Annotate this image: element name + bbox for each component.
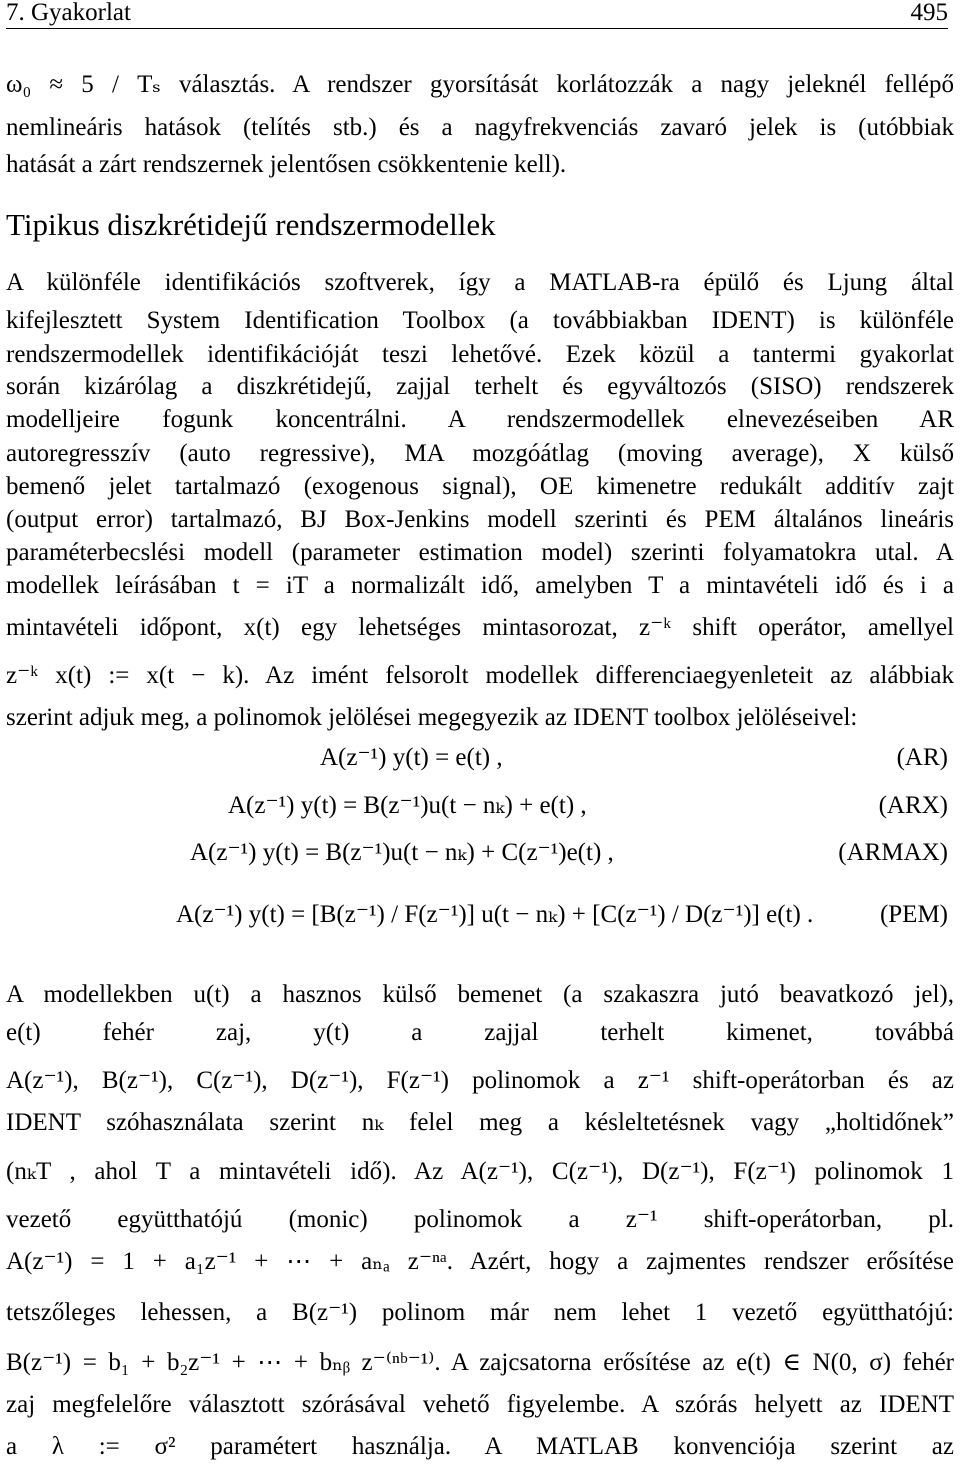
equation-arx: A(z⁻¹) y(t) = B(z⁻¹)u(t − nₖ) + e(t) , (228, 792, 587, 819)
body-line-4: során kizárólag a diszkrétidejű, zajjal terhelt és egyváltozós (SISO) rendszerek (6, 373, 954, 400)
equation-label-ar: (AR) (896, 744, 948, 771)
after-line-2: e(t) fehér zaj, y(t) a zajjal terhelt kimenet, továbbá (6, 1019, 954, 1046)
after-line-7: A(z⁻¹) = 1 + a₁z⁻¹ + ⋯ + aₙₐ z⁻ⁿᵃ. Azért, hogy a zajmentes rendszer erősítése (6, 1248, 954, 1275)
body-line-3: rendszermodellek identifikációját teszi lehetővé. Ezek közül a tantermi gyakorlat (6, 341, 954, 368)
body-line-5: modelljeire fogunk koncentrálni. A rendszermodellek elnevezéseiben AR (6, 406, 954, 433)
page-number: 495 (910, 0, 948, 26)
body-line-1: A különféle identifikációs szoftverek, így a MATLAB-ra épülő és Ljung által (6, 269, 954, 296)
body-line-9: paraméterbecslési modell (parameter estimation model) szerinti folyamatokra utal. A (6, 539, 954, 566)
body-line-13: szerint adjuk meg, a polinomok jelölései megegyezik az IDENT toolbox jelöléseivel: (6, 704, 858, 731)
after-line-4: IDENT szóhasználata szerint nₖ felel meg a késleltetésnek vagy „holtidőnek” (6, 1109, 954, 1136)
running-header (6, 0, 948, 29)
after-line-1: A modellekben u(t) a hasznos külső bemenet (a szakaszra jutó beavatkozó jel), (6, 981, 954, 1008)
body-line-11: mintavételi időpont, x(t) egy lehetséges mintasorozat, z⁻ᵏ shift operátor, amellyel (6, 614, 954, 641)
equation-armax: A(z⁻¹) y(t) = B(z⁻¹)u(t − nₖ) + C(z⁻¹)e(t) , (190, 839, 614, 866)
after-line-8: tetszőleges lehessen, a B(z⁻¹) polinom már nem lehet 1 vezető együtthatójú: (6, 1299, 954, 1326)
body-line-8: (output error) tartalmazó, BJ Box-Jenkins modell szerinti és PEM általános lineáris (6, 506, 954, 533)
equation-label-armax: (ARMAX) (838, 839, 948, 866)
equation-label-pem: (PEM) (879, 901, 948, 928)
after-line-9: B(z⁻¹) = b₁ + b₂z⁻¹ + ⋯ + bₙᵦ z⁻⁽ⁿᵇ⁻¹⁾. A zajcsatorna erősítése az e(t) ∈ N(0, σ) fehér (6, 1349, 954, 1376)
after-line-6: vezető együtthatójú (monic) polinomok a z⁻¹ shift-operátorban, pl. (6, 1206, 954, 1233)
equation-ar: A(z⁻¹) y(t) = e(t) , (320, 744, 503, 771)
intro-line-1: ω₀ ≈ 5 / Tₛ választás. A rendszer gyorsítását korlátozzák a nagy jeleknél fellépő (6, 71, 954, 98)
after-line-5: (nₖT , ahol T a mintavételi idő). Az A(z⁻¹), C(z⁻¹), D(z⁻¹), F(z⁻¹) polinomok 1 (6, 1158, 954, 1185)
after-line-3: A(z⁻¹), B(z⁻¹), C(z⁻¹), D(z⁻¹), F(z⁻¹) polinomok a z⁻¹ shift-operátorban és az (6, 1067, 954, 1094)
body-line-12: z⁻ᵏ x(t) := x(t − k). Az imént felsorolt modellek differenciaegyenleteit az alábbiak (6, 662, 954, 689)
body-line-10: modellek leírásában t = iT a normalizált idő, amelyben T a mintavételi idő és i a (6, 572, 954, 599)
intro-line-3: hatását a zárt rendszernek jelentősen csökkentenie kell). (6, 151, 567, 178)
intro-line-2: nemlineáris hatások (telítés stb.) és a nagyfrekvenciás zavaró jelek is (utóbbiak (6, 114, 954, 141)
body-line-6: autoregresszív (auto regressive), MA mozgóátlag (moving average), X külső (6, 440, 954, 467)
equation-pem: A(z⁻¹) y(t) = [B(z⁻¹) / F(z⁻¹)] u(t − nₖ) + [C(z⁻¹) / D(z⁻¹)] e(t) . (176, 901, 814, 928)
equation-label-arx: (ARX) (878, 792, 948, 819)
section-heading: Tipikus diszkrétidejű rendszermodellek (6, 207, 496, 242)
after-line-11: a λ := σ² paramétert használja. A MATLAB konvenciója szerint az (6, 1433, 954, 1460)
body-line-7: bemenő jelet tartalmazó (exogenous signal), OE kimenetre redukált additív zajt (6, 473, 954, 500)
after-line-10: zaj megfelelőre választott szórásával vehető figyelembe. A szórás helyett az IDENT (6, 1391, 954, 1418)
chapter-title: 7. Gyakorlat (6, 0, 131, 26)
body-line-2: kifejlesztett System Identification Toolbox (a továbbiakban IDENT) is különféle (6, 307, 954, 334)
